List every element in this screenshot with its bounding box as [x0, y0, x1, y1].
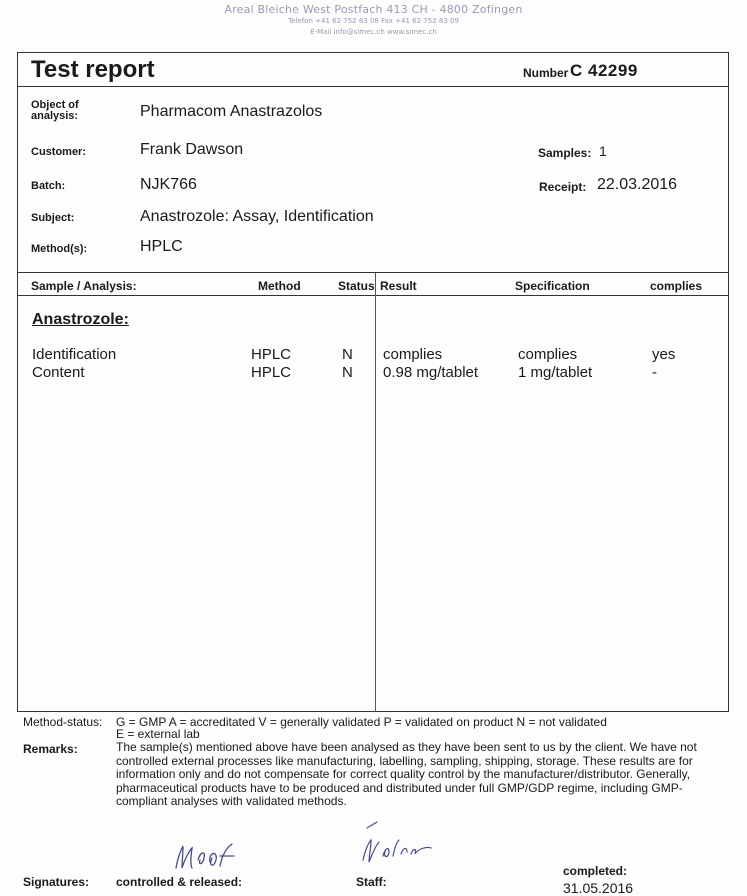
letterhead-address: Areal Bleiche West Postfach 413 CH - 4800 Zofingen — [224, 3, 523, 16]
th-status: Status — [338, 279, 375, 293]
row-2-complies: - — [652, 364, 657, 381]
section-title: Anastrozole: — [32, 311, 129, 328]
row-1-analysis: Identification — [32, 346, 117, 363]
fields-divider — [17, 272, 729, 273]
row-1-specification: complies — [518, 346, 578, 363]
row-1-result: complies — [383, 346, 443, 363]
row-1-status: N — [342, 346, 353, 363]
title-divider — [17, 86, 729, 87]
report-number: C 42299 — [570, 61, 638, 80]
row-1-complies: yes — [652, 346, 676, 363]
subject-label: Subject: — [31, 212, 75, 224]
method-label: Method(s): — [31, 243, 88, 255]
customer-label: Customer: — [31, 146, 87, 158]
row-2-analysis: Content — [32, 364, 85, 381]
row-2-method: HPLC — [251, 364, 292, 381]
receipt-label: Receipt: — [539, 180, 587, 194]
staff-label: Staff: — [356, 875, 387, 889]
th-result: Result — [380, 279, 417, 293]
object-label-line1: Object of — [31, 99, 79, 111]
object-label-line2: analysis: — [31, 110, 79, 122]
completed-date: 31.05.2016 — [563, 880, 634, 896]
table-column-divider — [375, 273, 376, 712]
customer-value: Frank Dawson — [140, 141, 244, 158]
object-value: Pharmacom Anastrazolos — [140, 103, 323, 120]
signature-staff — [355, 820, 445, 870]
batch-label: Batch: — [31, 180, 66, 192]
th-complies: complies — [650, 279, 703, 293]
letterhead-contact: E-Mail info@simec.ch www.simec.ch — [310, 28, 437, 36]
letterhead-phone: Telefon +41 62 752 83 08 Fax +41 62 752 83 09 — [288, 17, 459, 25]
report-title: Test report — [31, 56, 155, 83]
th-sample: Sample / Analysis: — [31, 279, 137, 293]
report-frame — [17, 52, 729, 712]
row-2-status: N — [342, 364, 353, 381]
row-2-result: 0.98 mg/tablet — [383, 364, 479, 381]
report-number-label: Number — [523, 66, 569, 80]
receipt-value: 22.03.2016 — [597, 176, 678, 193]
method-status-label: Method-status: — [23, 715, 103, 729]
subject-value: Anastrozole: Assay, Identification — [140, 208, 374, 225]
table-header-divider — [17, 295, 729, 296]
method-value: HPLC — [140, 238, 183, 255]
method-status-legend: G = GMP A = accreditated V = generally validated P = validated on product N = not validated — [116, 715, 607, 729]
samples-value: 1 — [599, 143, 607, 159]
signatures-label: Signatures: — [23, 875, 90, 889]
completed-label: completed: — [563, 864, 628, 878]
controlled-released-label: controlled & released: — [116, 875, 243, 889]
remarks-label: Remarks: — [23, 742, 78, 756]
samples-label: Samples: — [538, 146, 592, 160]
th-specification: Specification — [515, 279, 590, 293]
row-1-method: HPLC — [251, 346, 292, 363]
object-label — [31, 100, 79, 122]
row-2-specification: 1 mg/tablet — [518, 364, 593, 381]
remarks-text: The sample(s) mentioned above have been analysed as they have been sent to us by the client. We have not controlled external processes like manufacturing, labelling, sampling, shipping, storage. These results are for information only and do not compensate for correct quality control by the manufacturer/distributor. Generally, pharmaceutical products have to be produced and distributed under full GMP/GDP regime, including GMP-compliant analyses with validated methods. — [116, 740, 697, 808]
th-method: Method — [258, 279, 301, 293]
batch-value: NJK766 — [140, 176, 197, 193]
signature-controlled — [170, 838, 250, 878]
method-status-legend-external: E = external lab — [116, 727, 200, 741]
